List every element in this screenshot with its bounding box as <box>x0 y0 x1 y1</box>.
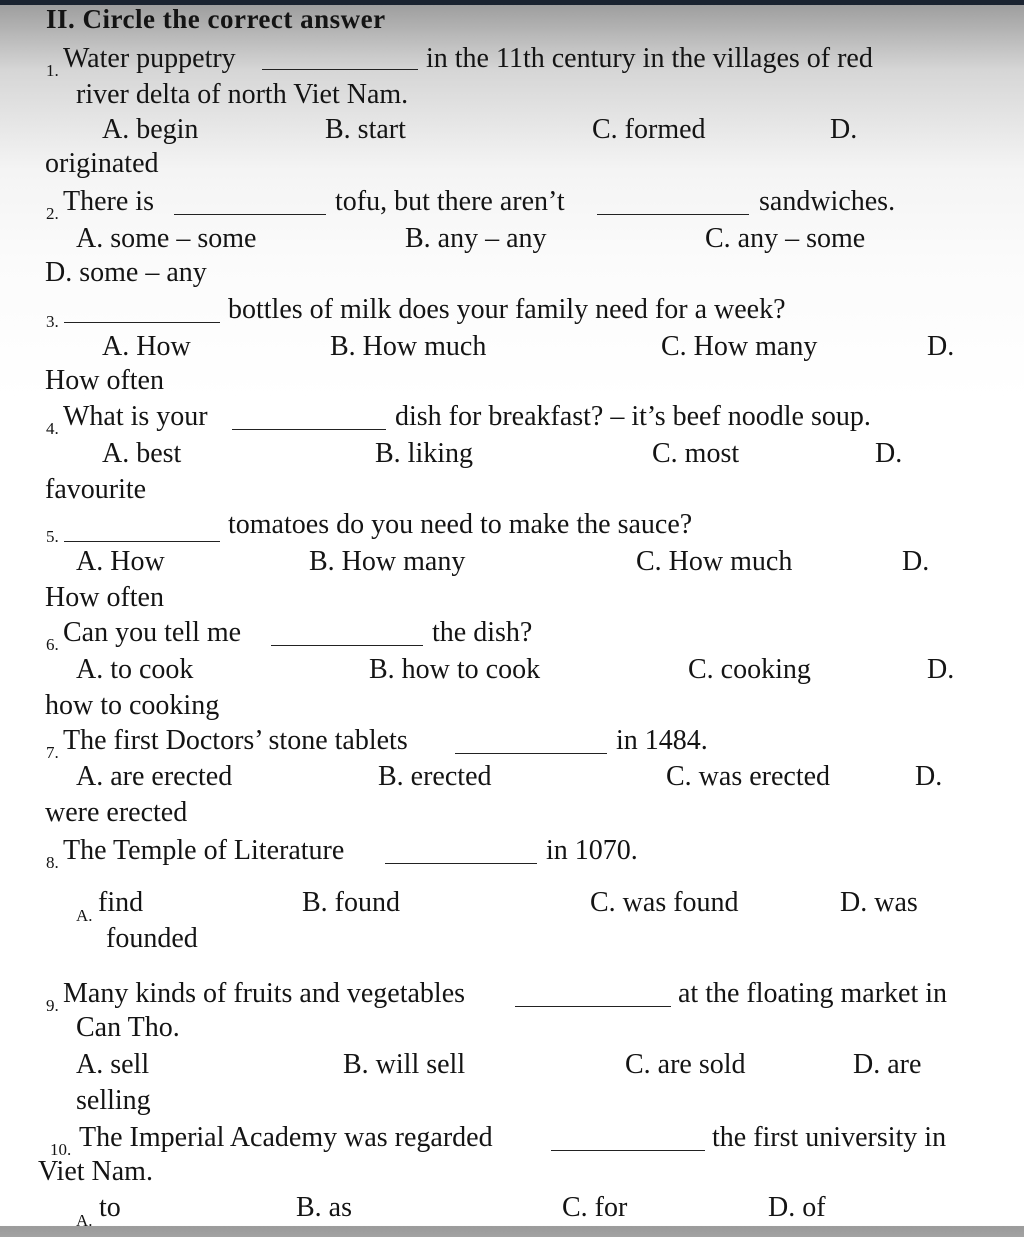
option-b[interactable]: B. liking <box>375 438 474 469</box>
option-b[interactable]: B. as <box>296 1192 352 1223</box>
option-d[interactable]: D. <box>915 761 943 792</box>
option-c[interactable]: C. for <box>562 1192 628 1223</box>
option-b[interactable]: B. will sell <box>343 1049 466 1080</box>
answer-blank[interactable] <box>515 1006 671 1007</box>
answer-blank[interactable] <box>64 322 220 323</box>
option-d[interactable]: D. was <box>840 887 918 918</box>
question-number: 6. <box>46 635 59 654</box>
option-d-text: How often <box>45 365 164 396</box>
question-number: 7. <box>46 743 59 762</box>
question-text: Can you tell me <box>63 617 242 648</box>
answer-blank[interactable] <box>232 429 386 430</box>
question-text: The first Doctors’ stone tablets <box>63 725 408 756</box>
answer-blank[interactable] <box>551 1150 705 1151</box>
option-d[interactable]: D. <box>927 654 955 685</box>
question-text: the first university in <box>712 1122 947 1153</box>
option-d-text: originated <box>45 148 159 179</box>
option-d-text: were erected <box>45 797 188 828</box>
question-number: 9. <box>46 996 59 1015</box>
option-a[interactable]: A. best <box>102 438 182 469</box>
question-text: The Imperial Academy was regarded <box>79 1122 493 1153</box>
answer-blank[interactable] <box>597 214 749 215</box>
question-text: tomatoes do you need to make the sauce? <box>228 509 693 540</box>
option-a-letter[interactable]: A. <box>76 1211 93 1230</box>
option-a[interactable]: find <box>98 887 144 918</box>
question-text: The Temple of Literature <box>63 835 345 866</box>
option-d-text: how to cooking <box>45 690 220 721</box>
question-text: sandwiches. <box>759 186 896 217</box>
option-a[interactable]: A. to cook <box>76 654 194 685</box>
option-b[interactable]: B. any – any <box>405 223 547 254</box>
question-text: Many kinds of fruits and vegetables <box>63 978 466 1009</box>
option-b[interactable]: B. How many <box>309 546 466 577</box>
answer-blank[interactable] <box>174 214 326 215</box>
question-text: at the floating market in <box>678 978 948 1009</box>
option-c[interactable]: C. are sold <box>625 1049 746 1080</box>
option-d[interactable]: D. are <box>853 1049 922 1080</box>
question-text: What is your <box>63 401 208 432</box>
option-c[interactable]: C. was erected <box>666 761 831 792</box>
option-d-text: selling <box>76 1085 151 1116</box>
question-text: tofu, but there aren’t <box>335 186 565 217</box>
section-header: II. Circle the correct answer <box>46 4 386 34</box>
option-d[interactable]: D. some – any <box>45 257 207 288</box>
question-text: in 1070. <box>546 835 638 866</box>
option-d[interactable]: D. of <box>768 1192 826 1223</box>
answer-blank[interactable] <box>385 863 537 864</box>
question-number: 2. <box>46 204 59 223</box>
option-a[interactable]: A. sell <box>76 1049 150 1080</box>
answer-blank[interactable] <box>262 69 418 70</box>
question-number: 4. <box>46 419 59 438</box>
question-number: 5. <box>46 527 59 546</box>
question-text: Can Tho. <box>76 1012 180 1043</box>
option-a[interactable]: A. How <box>76 546 165 577</box>
question-text: Viet Nam. <box>38 1156 153 1187</box>
option-b[interactable]: B. start <box>325 114 406 145</box>
question-text: the dish? <box>432 617 533 648</box>
option-a-letter[interactable]: A. <box>76 906 93 925</box>
question-text: dish for breakfast? – it’s beef noodle soup. <box>395 401 871 432</box>
question-text: river delta of north Viet Nam. <box>76 79 409 110</box>
option-d[interactable]: D. <box>902 546 930 577</box>
option-d[interactable]: D. <box>875 438 903 469</box>
question-text: Water puppetry <box>63 43 236 74</box>
option-a[interactable]: A. begin <box>102 114 199 145</box>
option-a[interactable]: A. some – some <box>76 223 257 254</box>
option-c[interactable]: C. cooking <box>688 654 811 685</box>
question-text: in the 11th century in the villages of red <box>426 43 873 74</box>
question-text: There is <box>63 186 154 217</box>
option-a[interactable]: to <box>99 1192 121 1223</box>
question-number: 1. <box>46 61 59 80</box>
question-number: 3. <box>46 312 59 331</box>
option-c[interactable]: C. most <box>652 438 740 469</box>
option-c[interactable]: C. How much <box>636 546 793 577</box>
question-number: 8. <box>46 853 59 872</box>
option-c[interactable]: C. formed <box>592 114 706 145</box>
option-d-text: founded <box>106 923 198 954</box>
option-d[interactable]: D. <box>927 331 955 362</box>
question-text: in 1484. <box>616 725 708 756</box>
option-b[interactable]: B. erected <box>378 761 492 792</box>
option-a[interactable]: A. How <box>102 331 191 362</box>
option-c[interactable]: C. was found <box>590 887 739 918</box>
option-c[interactable]: C. How many <box>661 331 818 362</box>
answer-blank[interactable] <box>455 753 607 754</box>
option-c[interactable]: C. any – some <box>705 223 866 254</box>
option-b[interactable]: B. how to cook <box>369 654 541 685</box>
answer-blank[interactable] <box>271 645 423 646</box>
option-d-text: favourite <box>45 474 147 505</box>
question-text: bottles of milk does your family need for a week? <box>228 294 786 325</box>
answer-blank[interactable] <box>64 541 220 542</box>
option-a[interactable]: A. are erected <box>76 761 233 792</box>
option-b[interactable]: B. found <box>302 887 400 918</box>
question-number: 10. <box>50 1140 72 1159</box>
option-d[interactable]: D. <box>830 114 858 145</box>
option-d-text: How often <box>45 582 164 613</box>
option-b[interactable]: B. How much <box>330 331 487 362</box>
